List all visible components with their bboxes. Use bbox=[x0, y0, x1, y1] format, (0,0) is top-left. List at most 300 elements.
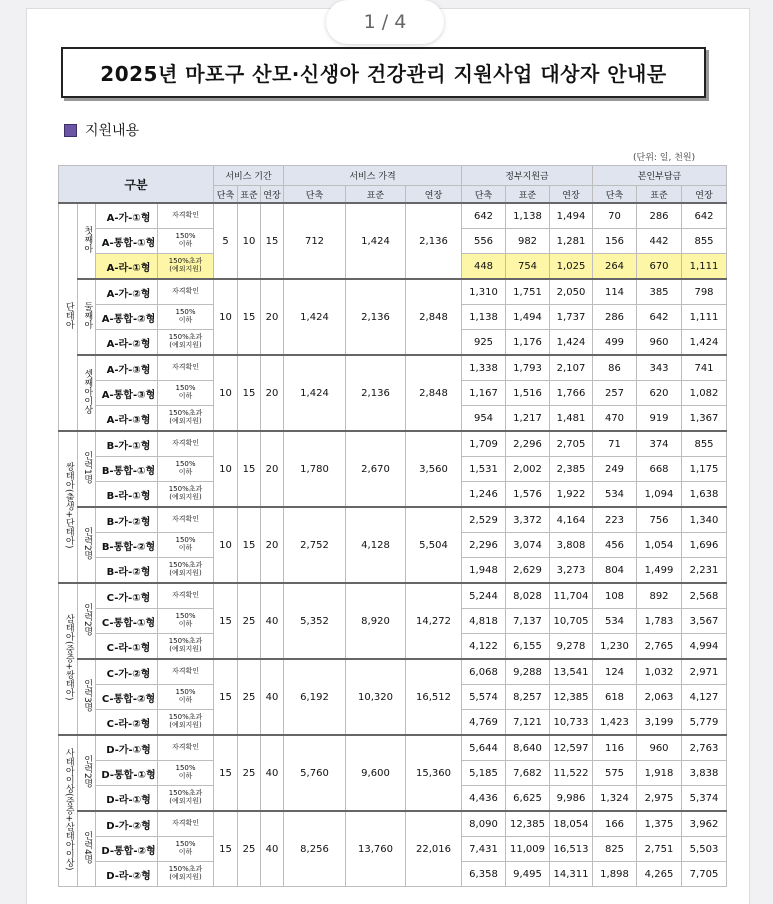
self-pay-standard: 642 bbox=[637, 305, 682, 330]
gov-support-standard: 9,288 bbox=[506, 659, 550, 685]
self-pay-extend: 2,971 bbox=[682, 659, 727, 685]
self-pay-standard: 668 bbox=[637, 457, 682, 482]
eligibility-line: 이하 bbox=[178, 772, 193, 780]
service-price-standard: 2,136 bbox=[346, 355, 406, 431]
gov-support-short: 1,709 bbox=[462, 431, 506, 457]
self-pay-standard: 892 bbox=[637, 583, 682, 609]
service-price-extend: 2,848 bbox=[406, 279, 462, 355]
service-price-short: 1,424 bbox=[284, 279, 346, 355]
eligibility bbox=[158, 406, 214, 432]
eligibility bbox=[158, 229, 214, 254]
eligibility-line: 150%초과 bbox=[168, 485, 203, 494]
header-gov-support: 정부지원금 bbox=[462, 166, 593, 186]
self-pay-extend: 855 bbox=[682, 229, 727, 254]
gov-support-extend: 10,733 bbox=[550, 710, 593, 736]
self-pay-standard: 442 bbox=[637, 229, 682, 254]
gov-support-short: 642 bbox=[462, 203, 506, 229]
section-bullet-icon bbox=[64, 124, 77, 137]
eligibility-line: (예외지원) bbox=[169, 493, 202, 501]
self-pay-standard: 1,032 bbox=[637, 659, 682, 685]
service-price-standard: 2,670 bbox=[346, 431, 406, 507]
self-pay-standard: 960 bbox=[637, 330, 682, 356]
service-price-standard: 10,320 bbox=[346, 659, 406, 735]
table-row bbox=[59, 735, 727, 761]
service-type: A-통합-②형 bbox=[96, 305, 158, 330]
self-pay-standard: 343 bbox=[637, 355, 682, 381]
self-pay-extend: 855 bbox=[682, 431, 727, 457]
gov-support-short: 4,436 bbox=[462, 786, 506, 812]
category-level2 bbox=[78, 279, 96, 355]
gov-support-extend: 9,986 bbox=[550, 786, 593, 812]
eligibility-line: (예외지원) bbox=[169, 569, 202, 577]
service-type: B-가-②형 bbox=[96, 507, 158, 533]
gov-support-short: 5,244 bbox=[462, 583, 506, 609]
header-service-price: 서비스 가격 bbox=[284, 166, 462, 186]
gov-support-extend: 1,922 bbox=[550, 482, 593, 508]
service-price-short: 1,424 bbox=[284, 355, 346, 431]
header-price-extend: 연장 bbox=[406, 186, 462, 204]
self-pay-short: 1,230 bbox=[593, 634, 637, 660]
eligibility bbox=[158, 583, 214, 609]
service-period-short: 15 bbox=[214, 659, 238, 735]
header-gov-standard: 표준 bbox=[506, 186, 550, 204]
eligibility-line: 자격확인 bbox=[171, 363, 200, 372]
service-period-extend: 40 bbox=[261, 583, 284, 659]
gov-support-extend: 1,025 bbox=[550, 254, 593, 280]
self-pay-standard: 2,765 bbox=[637, 634, 682, 660]
service-type: C-가-②형 bbox=[96, 659, 158, 685]
gov-support-standard: 11,009 bbox=[506, 837, 550, 862]
gov-support-standard: 1,576 bbox=[506, 482, 550, 508]
eligibility bbox=[158, 381, 214, 406]
service-type: A-라-②형 bbox=[96, 330, 158, 356]
self-pay-short: 618 bbox=[593, 685, 637, 710]
eligibility-line: 150% bbox=[175, 764, 196, 773]
eligibility-line: 이하 bbox=[178, 544, 193, 552]
self-pay-standard: 1,499 bbox=[637, 558, 682, 584]
gov-support-standard: 12,385 bbox=[506, 811, 550, 837]
service-period-standard: 15 bbox=[238, 507, 261, 583]
service-period-short: 10 bbox=[214, 355, 238, 431]
eligibility bbox=[158, 457, 214, 482]
eligibility-line: (예외지원) bbox=[169, 417, 202, 425]
header-self-pay: 본인부담금 bbox=[593, 166, 727, 186]
service-type: D-라-①형 bbox=[96, 786, 158, 812]
category-level2 bbox=[78, 355, 96, 431]
section-heading bbox=[64, 120, 139, 140]
eligibility-line: 150%초과 bbox=[168, 789, 203, 798]
self-pay-standard: 1,054 bbox=[637, 533, 682, 558]
eligibility bbox=[158, 355, 214, 381]
eligibility-line: 150%초과 bbox=[168, 865, 203, 874]
eligibility bbox=[158, 837, 214, 862]
self-pay-extend: 642 bbox=[682, 203, 727, 229]
eligibility bbox=[158, 710, 214, 736]
category-level2-label: 인력4명 bbox=[82, 831, 93, 864]
unit-note: (단위: 일, 천원) bbox=[633, 153, 696, 163]
self-pay-short: 534 bbox=[593, 482, 637, 508]
gov-support-short: 7,431 bbox=[462, 837, 506, 862]
category-level1-label: 삼태아(중증+쌍태아) bbox=[63, 614, 74, 701]
eligibility-line: 150% bbox=[175, 308, 196, 317]
table-row bbox=[59, 507, 727, 533]
eligibility bbox=[158, 431, 214, 457]
category-level1 bbox=[59, 735, 78, 887]
self-pay-short: 86 bbox=[593, 355, 637, 381]
gov-support-standard: 8,028 bbox=[506, 583, 550, 609]
self-pay-short: 575 bbox=[593, 761, 637, 786]
eligibility-line: 자격확인 bbox=[171, 591, 200, 600]
eligibility bbox=[158, 558, 214, 584]
self-pay-standard: 385 bbox=[637, 279, 682, 305]
support-table bbox=[58, 165, 727, 887]
eligibility-line: 150% bbox=[175, 384, 196, 393]
self-pay-extend: 7,705 bbox=[682, 862, 727, 887]
self-pay-short: 114 bbox=[593, 279, 637, 305]
gov-support-extend: 3,808 bbox=[550, 533, 593, 558]
service-price-extend: 16,512 bbox=[406, 659, 462, 735]
table-row bbox=[59, 583, 727, 609]
service-type: A-가-③형 bbox=[96, 355, 158, 381]
eligibility bbox=[158, 330, 214, 356]
category-level2 bbox=[78, 507, 96, 583]
gov-support-standard: 6,155 bbox=[506, 634, 550, 660]
service-type: D-통합-②형 bbox=[96, 837, 158, 862]
eligibility bbox=[158, 254, 214, 280]
header-gov-short: 단축 bbox=[462, 186, 506, 204]
self-pay-short: 249 bbox=[593, 457, 637, 482]
gov-support-standard: 9,495 bbox=[506, 862, 550, 887]
eligibility-line: 150%초과 bbox=[168, 409, 203, 418]
category-level2 bbox=[78, 431, 96, 507]
eligibility-line: 자격확인 bbox=[171, 667, 200, 676]
eligibility-line: 이하 bbox=[178, 848, 193, 856]
eligibility bbox=[158, 685, 214, 710]
header-self-short: 단축 bbox=[593, 186, 637, 204]
service-type: D-가-②형 bbox=[96, 811, 158, 837]
service-price-extend: 2,848 bbox=[406, 355, 462, 431]
gov-support-extend: 2,050 bbox=[550, 279, 593, 305]
header-price-standard: 표준 bbox=[346, 186, 406, 204]
eligibility-line: 자격확인 bbox=[171, 743, 200, 752]
eligibility-line: 150% bbox=[175, 612, 196, 621]
eligibility-line: 이하 bbox=[178, 696, 193, 704]
self-pay-standard: 2,751 bbox=[637, 837, 682, 862]
service-period-extend: 20 bbox=[261, 279, 284, 355]
category-level2-label: 인력2명 bbox=[82, 603, 93, 636]
self-pay-extend: 5,779 bbox=[682, 710, 727, 736]
self-pay-short: 70 bbox=[593, 203, 637, 229]
service-period-short: 15 bbox=[214, 735, 238, 811]
gov-support-short: 4,122 bbox=[462, 634, 506, 660]
service-period-extend: 40 bbox=[261, 659, 284, 735]
gov-support-short: 4,769 bbox=[462, 710, 506, 736]
service-type: A-가-①형 bbox=[96, 203, 158, 229]
service-price-extend: 3,560 bbox=[406, 431, 462, 507]
gov-support-extend: 11,704 bbox=[550, 583, 593, 609]
service-period-extend: 40 bbox=[261, 735, 284, 811]
gov-support-short: 448 bbox=[462, 254, 506, 280]
gov-support-short: 1,167 bbox=[462, 381, 506, 406]
eligibility bbox=[158, 203, 214, 229]
eligibility-line: 150% bbox=[175, 232, 196, 241]
self-pay-short: 1,898 bbox=[593, 862, 637, 887]
service-type: A-라-①형 bbox=[96, 254, 158, 280]
self-pay-standard: 919 bbox=[637, 406, 682, 432]
gov-support-standard: 1,793 bbox=[506, 355, 550, 381]
service-type: C-라-②형 bbox=[96, 710, 158, 736]
gov-support-standard: 7,137 bbox=[506, 609, 550, 634]
gov-support-extend: 1,494 bbox=[550, 203, 593, 229]
eligibility-line: 자격확인 bbox=[171, 211, 200, 220]
service-type: C-가-①형 bbox=[96, 583, 158, 609]
eligibility-line: 자격확인 bbox=[171, 515, 200, 524]
header-self-extend: 연장 bbox=[682, 186, 727, 204]
gov-support-standard: 1,217 bbox=[506, 406, 550, 432]
self-pay-extend: 4,127 bbox=[682, 685, 727, 710]
eligibility-line: 이하 bbox=[178, 468, 193, 476]
gov-support-standard: 7,682 bbox=[506, 761, 550, 786]
header-period-standard: 표준 bbox=[238, 186, 261, 204]
service-price-extend: 14,272 bbox=[406, 583, 462, 659]
service-type: C-통합-②형 bbox=[96, 685, 158, 710]
service-period-standard: 25 bbox=[238, 583, 261, 659]
self-pay-short: 1,324 bbox=[593, 786, 637, 812]
gov-support-standard: 982 bbox=[506, 229, 550, 254]
self-pay-extend: 1,367 bbox=[682, 406, 727, 432]
gov-support-short: 1,338 bbox=[462, 355, 506, 381]
category-level1 bbox=[59, 431, 78, 583]
service-price-short: 2,752 bbox=[284, 507, 346, 583]
self-pay-short: 804 bbox=[593, 558, 637, 584]
gov-support-extend: 11,522 bbox=[550, 761, 593, 786]
eligibility bbox=[158, 305, 214, 330]
service-type: A-가-②형 bbox=[96, 279, 158, 305]
service-period-extend: 20 bbox=[261, 507, 284, 583]
gov-support-short: 4,818 bbox=[462, 609, 506, 634]
eligibility bbox=[158, 862, 214, 887]
header-gov-extend: 연장 bbox=[550, 186, 593, 204]
eligibility-line: (예외지원) bbox=[169, 797, 202, 805]
service-period-extend: 40 bbox=[261, 811, 284, 887]
category-level2 bbox=[78, 659, 96, 735]
service-price-extend: 15,360 bbox=[406, 735, 462, 811]
category-level2 bbox=[78, 735, 96, 811]
eligibility bbox=[158, 735, 214, 761]
category-level2-label: 첫째아 bbox=[82, 226, 93, 253]
gov-support-extend: 12,597 bbox=[550, 735, 593, 761]
self-pay-standard: 286 bbox=[637, 203, 682, 229]
category-level1-label: 쌍태아(출생+단태아) bbox=[63, 462, 74, 549]
self-pay-standard: 374 bbox=[637, 431, 682, 457]
service-period-short: 15 bbox=[214, 811, 238, 887]
gov-support-standard: 2,629 bbox=[506, 558, 550, 584]
self-pay-extend: 3,838 bbox=[682, 761, 727, 786]
gov-support-extend: 2,385 bbox=[550, 457, 593, 482]
service-price-short: 8,256 bbox=[284, 811, 346, 887]
service-price-short: 6,192 bbox=[284, 659, 346, 735]
self-pay-extend: 1,082 bbox=[682, 381, 727, 406]
gov-support-short: 1,138 bbox=[462, 305, 506, 330]
eligibility bbox=[158, 786, 214, 812]
service-price-short: 1,780 bbox=[284, 431, 346, 507]
service-type: D-가-①형 bbox=[96, 735, 158, 761]
self-pay-standard: 1,375 bbox=[637, 811, 682, 837]
self-pay-standard: 2,063 bbox=[637, 685, 682, 710]
gov-support-short: 6,068 bbox=[462, 659, 506, 685]
header-self-standard: 표준 bbox=[637, 186, 682, 204]
gov-support-extend: 10,705 bbox=[550, 609, 593, 634]
eligibility bbox=[158, 609, 214, 634]
gov-support-standard: 8,640 bbox=[506, 735, 550, 761]
self-pay-short: 1,423 bbox=[593, 710, 637, 736]
service-period-standard: 15 bbox=[238, 431, 261, 507]
gov-support-extend: 14,311 bbox=[550, 862, 593, 887]
gov-support-short: 1,246 bbox=[462, 482, 506, 508]
eligibility-line: 150%초과 bbox=[168, 333, 203, 342]
service-price-short: 5,760 bbox=[284, 735, 346, 811]
service-period-short: 15 bbox=[214, 583, 238, 659]
self-pay-standard: 960 bbox=[637, 735, 682, 761]
gov-support-short: 2,296 bbox=[462, 533, 506, 558]
eligibility-line: (예외지원) bbox=[169, 721, 202, 729]
eligibility-line: 150% bbox=[175, 460, 196, 469]
service-price-standard: 13,760 bbox=[346, 811, 406, 887]
gov-support-extend: 13,541 bbox=[550, 659, 593, 685]
service-price-standard: 2,136 bbox=[346, 279, 406, 355]
gov-support-extend: 12,385 bbox=[550, 685, 593, 710]
support-table-body bbox=[59, 203, 727, 887]
category-level2 bbox=[78, 203, 96, 279]
category-level2-label: 둘째아 bbox=[82, 302, 93, 329]
gov-support-standard: 1,176 bbox=[506, 330, 550, 356]
self-pay-extend: 798 bbox=[682, 279, 727, 305]
gov-support-standard: 2,002 bbox=[506, 457, 550, 482]
category-level1-label: 사태아이상(중증+삼태아이상) bbox=[63, 748, 74, 871]
gov-support-standard: 1,516 bbox=[506, 381, 550, 406]
gov-support-short: 5,574 bbox=[462, 685, 506, 710]
eligibility-line: 자격확인 bbox=[171, 287, 200, 296]
service-price-extend: 5,504 bbox=[406, 507, 462, 583]
self-pay-short: 108 bbox=[593, 583, 637, 609]
self-pay-extend: 1,696 bbox=[682, 533, 727, 558]
table-row bbox=[59, 355, 727, 381]
self-pay-extend: 3,962 bbox=[682, 811, 727, 837]
category-level2-label: 인력2명 bbox=[82, 527, 93, 560]
service-type: A-통합-③형 bbox=[96, 381, 158, 406]
eligibility-line: (예외지원) bbox=[169, 265, 202, 273]
service-type: B-라-①형 bbox=[96, 482, 158, 508]
gov-support-short: 5,644 bbox=[462, 735, 506, 761]
eligibility bbox=[158, 811, 214, 837]
gov-support-standard: 1,751 bbox=[506, 279, 550, 305]
gov-support-short: 8,090 bbox=[462, 811, 506, 837]
category-level2-label: 인력1명 bbox=[82, 451, 93, 484]
eligibility-line: 이하 bbox=[178, 620, 193, 628]
gov-support-short: 5,185 bbox=[462, 761, 506, 786]
service-price-extend: 22,016 bbox=[406, 811, 462, 887]
gov-support-extend: 1,481 bbox=[550, 406, 593, 432]
category-level2-label: 인력2명 bbox=[82, 755, 93, 788]
self-pay-extend: 1,340 bbox=[682, 507, 727, 533]
eligibility bbox=[158, 659, 214, 685]
service-period-standard: 15 bbox=[238, 279, 261, 355]
self-pay-short: 71 bbox=[593, 431, 637, 457]
self-pay-standard: 1,918 bbox=[637, 761, 682, 786]
service-period-standard: 15 bbox=[238, 355, 261, 431]
eligibility-line: 150%초과 bbox=[168, 257, 203, 266]
gov-support-extend: 18,054 bbox=[550, 811, 593, 837]
self-pay-short: 166 bbox=[593, 811, 637, 837]
service-period-short: 10 bbox=[214, 507, 238, 583]
eligibility bbox=[158, 761, 214, 786]
self-pay-short: 124 bbox=[593, 659, 637, 685]
self-pay-extend: 4,994 bbox=[682, 634, 727, 660]
service-price-short: 712 bbox=[284, 203, 346, 279]
gov-support-extend: 9,278 bbox=[550, 634, 593, 660]
gov-support-short: 1,531 bbox=[462, 457, 506, 482]
gov-support-extend: 2,107 bbox=[550, 355, 593, 381]
gov-support-standard: 754 bbox=[506, 254, 550, 280]
self-pay-short: 499 bbox=[593, 330, 637, 356]
service-type: C-라-①형 bbox=[96, 634, 158, 660]
service-price-standard: 4,128 bbox=[346, 507, 406, 583]
table-row bbox=[59, 659, 727, 685]
service-period-extend: 20 bbox=[261, 355, 284, 431]
gov-support-standard: 6,625 bbox=[506, 786, 550, 812]
gov-support-extend: 1,737 bbox=[550, 305, 593, 330]
service-price-standard: 9,600 bbox=[346, 735, 406, 811]
category-level2 bbox=[78, 583, 96, 659]
eligibility bbox=[158, 507, 214, 533]
document-title: 2025년 마포구 산모·신생아 건강관리 지원사업 대상자 안내문 bbox=[61, 47, 706, 98]
gov-support-extend: 16,513 bbox=[550, 837, 593, 862]
self-pay-extend: 741 bbox=[682, 355, 727, 381]
self-pay-short: 116 bbox=[593, 735, 637, 761]
eligibility-line: (예외지원) bbox=[169, 645, 202, 653]
category-level2 bbox=[78, 811, 96, 887]
eligibility bbox=[158, 279, 214, 305]
service-period-short: 5 bbox=[214, 203, 238, 279]
eligibility-line: 150% bbox=[175, 688, 196, 697]
self-pay-short: 223 bbox=[593, 507, 637, 533]
self-pay-standard: 620 bbox=[637, 381, 682, 406]
service-period-standard: 25 bbox=[238, 811, 261, 887]
gov-support-standard: 1,494 bbox=[506, 305, 550, 330]
eligibility-line: 150%초과 bbox=[168, 637, 203, 646]
category-level2-label: 인력3명 bbox=[82, 679, 93, 712]
gov-support-extend: 1,766 bbox=[550, 381, 593, 406]
table-row bbox=[59, 431, 727, 457]
self-pay-extend: 2,763 bbox=[682, 735, 727, 761]
eligibility-line: 이하 bbox=[178, 316, 193, 324]
service-period-short: 10 bbox=[214, 431, 238, 507]
self-pay-short: 825 bbox=[593, 837, 637, 862]
service-type: B-라-②형 bbox=[96, 558, 158, 584]
self-pay-extend: 1,175 bbox=[682, 457, 727, 482]
self-pay-extend: 1,638 bbox=[682, 482, 727, 508]
service-type: B-가-①형 bbox=[96, 431, 158, 457]
service-type: B-통합-①형 bbox=[96, 457, 158, 482]
self-pay-extend: 5,503 bbox=[682, 837, 727, 862]
service-type: D-통합-①형 bbox=[96, 761, 158, 786]
self-pay-standard: 3,199 bbox=[637, 710, 682, 736]
eligibility bbox=[158, 634, 214, 660]
page-indicator: 1 / 4 bbox=[326, 0, 444, 44]
eligibility-line: (예외지원) bbox=[169, 873, 202, 881]
eligibility bbox=[158, 533, 214, 558]
service-price-standard: 8,920 bbox=[346, 583, 406, 659]
